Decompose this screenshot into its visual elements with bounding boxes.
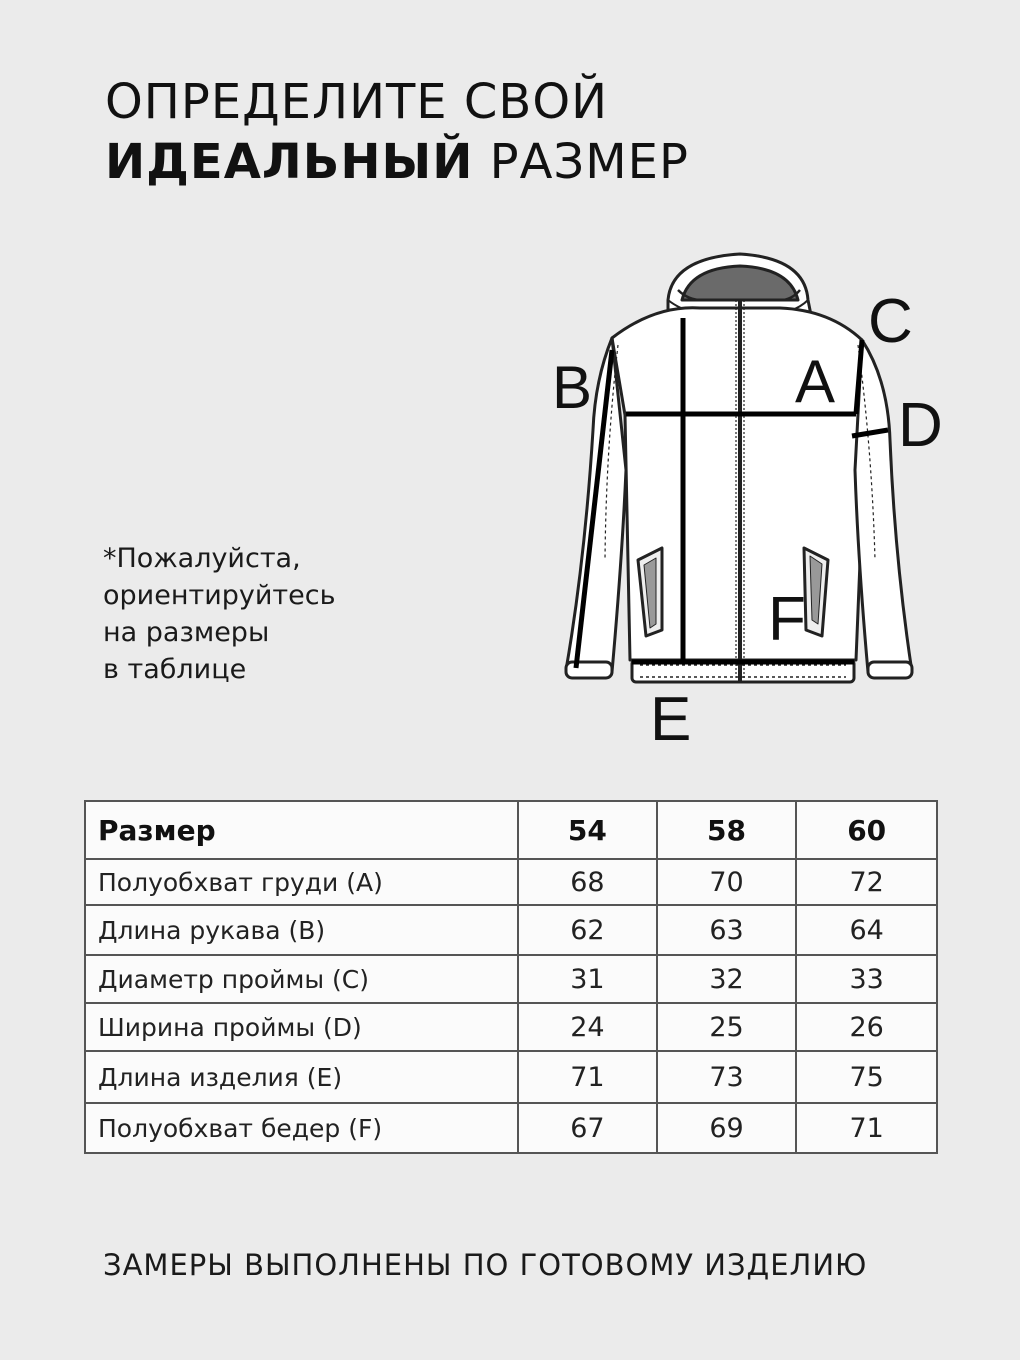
cell-value: 71: [518, 1051, 657, 1103]
header-size-60: 60: [796, 801, 937, 859]
size-table: [84, 800, 938, 1154]
note-line-4: в таблице: [103, 654, 247, 685]
cell-value: 24: [518, 1003, 657, 1051]
cell-value: 32: [657, 955, 797, 1003]
footer-note: ЗАМЕРЫ ВЫПОЛНЕНЫ ПО ГОТОВОМУ ИЗДЕЛИЮ: [103, 1248, 868, 1282]
title-line-2: [105, 132, 689, 192]
cell-value: 71: [796, 1103, 937, 1153]
table-row: [85, 1003, 937, 1051]
cell-value: 69: [657, 1103, 797, 1153]
title-rest: РАЗМЕР: [473, 134, 689, 190]
title-bold-word: ИДЕАЛЬНЫЙ: [105, 134, 474, 190]
cell-value: 75: [796, 1051, 937, 1103]
title-line-1: ОПРЕДЕЛИТЕ СВОЙ: [105, 74, 609, 130]
cell-value: 73: [657, 1051, 797, 1103]
cell-value: 64: [796, 905, 937, 955]
table-row: [85, 859, 937, 905]
table-row: [85, 905, 937, 955]
row-label: Длина рукава (B): [85, 905, 518, 955]
row-label: Ширина проймы (D): [85, 1003, 518, 1051]
jacket-illustration: [566, 254, 912, 682]
header-size-label: Размер: [85, 801, 518, 859]
cell-value: 25: [657, 1003, 797, 1051]
cell-value: 72: [796, 859, 937, 905]
label-b: B: [552, 354, 593, 421]
cell-value: 63: [657, 905, 797, 955]
row-label: Диаметр проймы (C): [85, 955, 518, 1003]
cell-value: 26: [796, 1003, 937, 1051]
note-line-3: на размеры: [103, 617, 270, 648]
size-note: [103, 540, 336, 688]
label-c: C: [868, 287, 913, 356]
table-header-row: [85, 801, 937, 859]
table-row: [85, 1051, 937, 1103]
cell-value: 33: [796, 955, 937, 1003]
label-e: E: [650, 685, 692, 750]
table-row: [85, 1103, 937, 1153]
header-size-58: 58: [657, 801, 797, 859]
cell-value: 67: [518, 1103, 657, 1153]
header-size-54: 54: [518, 801, 657, 859]
page-title: [105, 72, 689, 192]
row-label: Длина изделия (E): [85, 1051, 518, 1103]
label-a: A: [795, 348, 836, 415]
note-line-1: *Пожалуйста,: [103, 543, 301, 574]
label-f: F: [768, 585, 806, 654]
row-label: Полуобхват груди (A): [85, 859, 518, 905]
note-line-2: ориентируйтесь: [103, 580, 336, 611]
cell-value: 68: [518, 859, 657, 905]
cell-value: 62: [518, 905, 657, 955]
jacket-measurement-diagram: [540, 250, 960, 750]
row-label: Полуобхват бедер (F): [85, 1103, 518, 1153]
cell-value: 31: [518, 955, 657, 1003]
cell-value: 70: [657, 859, 797, 905]
table-row: [85, 955, 937, 1003]
label-d: D: [898, 391, 943, 460]
